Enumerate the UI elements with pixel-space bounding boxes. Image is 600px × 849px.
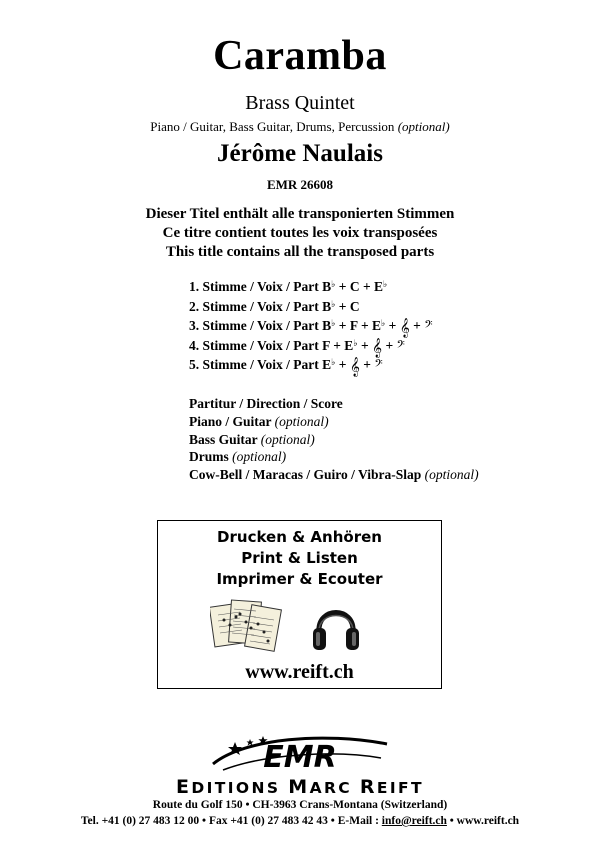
extra-part-drums [189, 448, 479, 466]
publisher-name-part: DITIONS [191, 779, 289, 797]
plus-sign: + [382, 337, 397, 353]
part-label-cont: + F + E [335, 318, 382, 333]
promo-lines [158, 527, 441, 590]
promo-line-de: Drucken & Anhören [217, 528, 382, 546]
catalog-number: EMR 26608 [266, 177, 334, 192]
part-label-cont: + C [335, 298, 360, 314]
plus-sign: + [359, 357, 375, 372]
flat-sign: ♭ [353, 337, 358, 348]
optional-note: (optional) [424, 467, 479, 483]
website-url[interactable]: www.reift.ch [245, 661, 354, 683]
bass-clef-icon: 𝄢 [424, 319, 433, 334]
publisher-contact [0, 815, 600, 827]
sheet-music-icon [210, 597, 282, 655]
plus-sign: + [409, 318, 425, 333]
instrumentation-line [0, 119, 600, 135]
part-label: 5. Stimme / Voix / Part E [189, 357, 332, 372]
optional-note: (optional) [232, 449, 287, 465]
flat-sign: ♭ [383, 279, 388, 289]
transposed-notice-en: This title contains all the transposed parts [165, 244, 435, 260]
publisher-name-part: ARC [309, 779, 360, 797]
plus-sign: + [385, 318, 400, 333]
extra-part-percussion [189, 466, 479, 484]
part-label: 3. Stimme / Voix / Part B [189, 318, 332, 333]
flat-sign: ♭ [331, 357, 336, 367]
extra-part-bass-guitar [189, 431, 479, 449]
flat-sign: ♭ [331, 318, 336, 328]
publisher-name-part: R [359, 776, 377, 798]
publisher-name [0, 776, 600, 798]
emr-logo [205, 734, 395, 776]
extra-part-label: Partitur / Direction / Score [189, 396, 343, 411]
extra-part-label: Bass Guitar [189, 431, 261, 447]
treble-clef-icon: 𝄞 [372, 337, 383, 358]
flat-sign: ♭ [331, 298, 336, 309]
composer-name: Jérôme Naulais [217, 140, 383, 167]
treble-clef-icon: 𝄞 [399, 318, 410, 338]
part-line-1 [189, 275, 433, 295]
email-link[interactable]: info@reift.ch [381, 815, 447, 827]
treble-clef-icon: 𝄞 [349, 357, 360, 377]
extra-part-label: Drums [189, 449, 233, 465]
extra-part-piano-guitar [189, 413, 479, 431]
part-label-cont: + C + E [335, 279, 384, 294]
instrumentation-main: Piano / Guitar, Bass Guitar, Drums, Percussion [150, 119, 395, 134]
extra-part-label: Piano / Guitar [189, 413, 275, 429]
part-line-4 [189, 334, 433, 358]
contact-phone-fax: Tel. +41 (0) 27 483 12 00 • Fax +41 (0) 27 483 42 43 • E-Mail : [80, 815, 382, 827]
flat-sign: ♭ [331, 279, 336, 289]
extra-part-label: Cow-Bell / Maracas / Guiro / Vibra-Slap [189, 467, 425, 483]
piece-title: Caramba [213, 33, 387, 79]
extra-part-score [189, 395, 479, 413]
promo-line-en: Print & Listen [241, 549, 358, 567]
ensemble-subtitle: Brass Quintet [245, 92, 355, 114]
headphones-icon [311, 596, 361, 654]
publisher-name-part: M [288, 776, 310, 798]
publisher-address: Route du Golf 150 • CH-3963 Crans-Montana (Switzerland) [152, 799, 448, 811]
bass-clef-icon: 𝄢 [374, 358, 383, 373]
print-listen-box [157, 520, 442, 689]
logo-lettering: EMR [263, 740, 337, 775]
plus-sign: + [357, 337, 373, 353]
part-label: 1. Stimme / Voix / Part B [189, 279, 332, 294]
contact-website: • www.reift.ch [446, 815, 520, 827]
star-icon [228, 736, 268, 755]
publisher-name-part: EIFT [376, 779, 425, 797]
part-line-2 [189, 295, 433, 315]
plus-sign: + [335, 357, 350, 372]
optional-note: (optional) [274, 413, 329, 429]
transposed-notice-fr: Ce titre contient toutes les voix transposées [162, 225, 438, 241]
bass-clef-icon: 𝄢 [396, 338, 405, 354]
instrumentation-optional-note: (optional) [397, 119, 450, 134]
optional-note: (optional) [260, 431, 315, 447]
part-label: 2. Stimme / Voix / Part B [189, 298, 332, 314]
extra-parts-list [189, 395, 479, 484]
part-line-5 [189, 353, 433, 377]
part-label: 4. Stimme / Voix / Part F + E [189, 337, 354, 353]
part-line-3 [189, 314, 433, 338]
promo-line-fr: Imprimer & Ecouter [216, 570, 383, 588]
parts-list [189, 275, 433, 377]
flat-sign: ♭ [381, 318, 386, 328]
publisher-name-part: E [175, 776, 192, 798]
transposed-notice-de: Dieser Titel enthält alle transponierten Stimmen [145, 206, 455, 222]
